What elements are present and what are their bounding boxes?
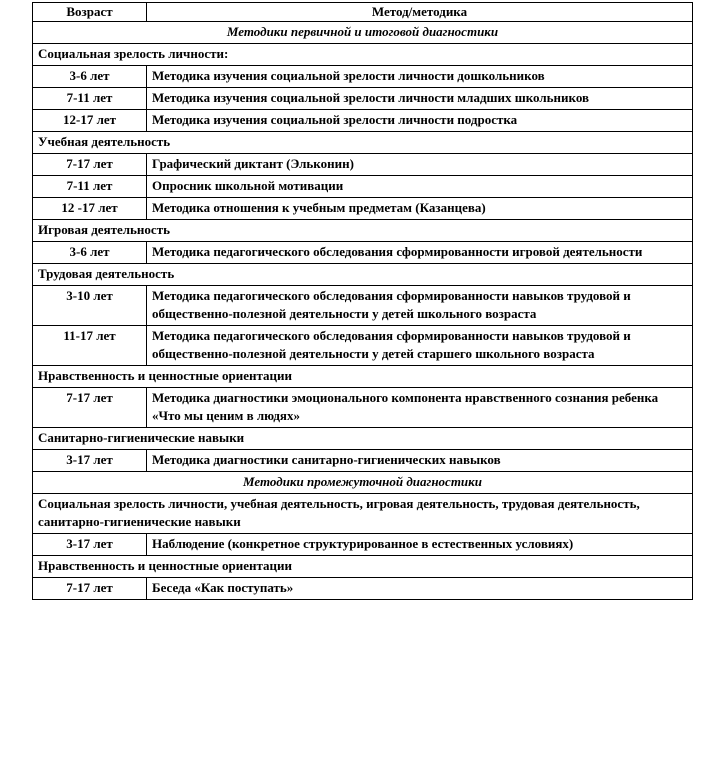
table-row: [33, 154, 693, 176]
table-row: [33, 88, 693, 110]
method-cell: Наблюдение (конкретное структурированное в естественных условиях): [147, 534, 693, 556]
method-cell: Методика педагогического обследования сформированности игровой деятельности: [147, 242, 693, 264]
group-heading: Трудовая деятельность: [33, 264, 693, 286]
age-cell: 12-17 лет: [33, 110, 147, 132]
group-row: [33, 428, 693, 450]
age-cell: 7-17 лет: [33, 388, 147, 428]
method-cell: Методика диагностики санитарно-гигиенических навыков: [147, 450, 693, 472]
age-cell: 12 -17 лет: [33, 198, 147, 220]
group-heading: Учебная деятельность: [33, 132, 693, 154]
group-row: [33, 494, 693, 534]
group-heading: Социальная зрелость личности, учебная деятельность, игровая деятельность, трудовая деятельность, санитарно-гигиенические навыки: [33, 494, 693, 534]
header-method: Метод/методика: [147, 3, 693, 22]
section-row: [33, 472, 693, 494]
table-row: [33, 198, 693, 220]
table-row: [33, 388, 693, 428]
table-row: [33, 534, 693, 556]
age-cell: 3-17 лет: [33, 534, 147, 556]
age-cell: 3-17 лет: [33, 450, 147, 472]
age-cell: 3-10 лет: [33, 286, 147, 326]
group-row: [33, 264, 693, 286]
table-row: [33, 326, 693, 366]
age-cell: 7-17 лет: [33, 578, 147, 600]
method-cell: Методика отношения к учебным предметам (Казанцева): [147, 198, 693, 220]
table-row: [33, 66, 693, 88]
age-cell: 7-11 лет: [33, 88, 147, 110]
method-cell: Методика педагогического обследования сформированности навыков трудовой и общественно-полезной деятельности у детей старшего школьного возраста: [147, 326, 693, 366]
group-heading: Игровая деятельность: [33, 220, 693, 242]
section-row: [33, 22, 693, 44]
section-heading: Методики промежуточной диагностики: [33, 472, 693, 494]
table-row: [33, 578, 693, 600]
group-heading: Нравственность и ценностные ориентации: [33, 556, 693, 578]
header-age: Возраст: [33, 3, 147, 22]
group-row: [33, 132, 693, 154]
header-row: [33, 3, 693, 22]
method-cell: Опросник школьной мотивации: [147, 176, 693, 198]
group-row: [33, 220, 693, 242]
age-cell: 11-17 лет: [33, 326, 147, 366]
table-row: [33, 110, 693, 132]
table-row: [33, 286, 693, 326]
table-body: [33, 22, 693, 600]
method-cell: Методика изучения социальной зрелости личности подростка: [147, 110, 693, 132]
method-cell: Методика изучения социальной зрелости личности младших школьников: [147, 88, 693, 110]
group-heading: Нравственность и ценностные ориентации: [33, 366, 693, 388]
table-row: [33, 242, 693, 264]
method-cell: Методика диагностики эмоционального компонента нравственного сознания ребенка «Что мы ценим в людях»: [147, 388, 693, 428]
method-cell: Методика изучения социальной зрелости личности дошкольников: [147, 66, 693, 88]
method-cell: Методика педагогического обследования сформированности навыков трудовой и общественно-полезной деятельности у детей школьного возраста: [147, 286, 693, 326]
method-cell: Графический диктант (Эльконин): [147, 154, 693, 176]
group-row: [33, 44, 693, 66]
methods-table: [32, 2, 693, 600]
table-row: [33, 176, 693, 198]
group-row: [33, 366, 693, 388]
group-heading: Социальная зрелость личности:: [33, 44, 693, 66]
age-cell: 3-6 лет: [33, 66, 147, 88]
section-heading: Методики первичной и итоговой диагностики: [33, 22, 693, 44]
age-cell: 7-11 лет: [33, 176, 147, 198]
method-cell: Беседа «Как поступать»: [147, 578, 693, 600]
group-row: [33, 556, 693, 578]
table-row: [33, 450, 693, 472]
group-heading: Санитарно-гигиенические навыки: [33, 428, 693, 450]
age-cell: 3-6 лет: [33, 242, 147, 264]
age-cell: 7-17 лет: [33, 154, 147, 176]
